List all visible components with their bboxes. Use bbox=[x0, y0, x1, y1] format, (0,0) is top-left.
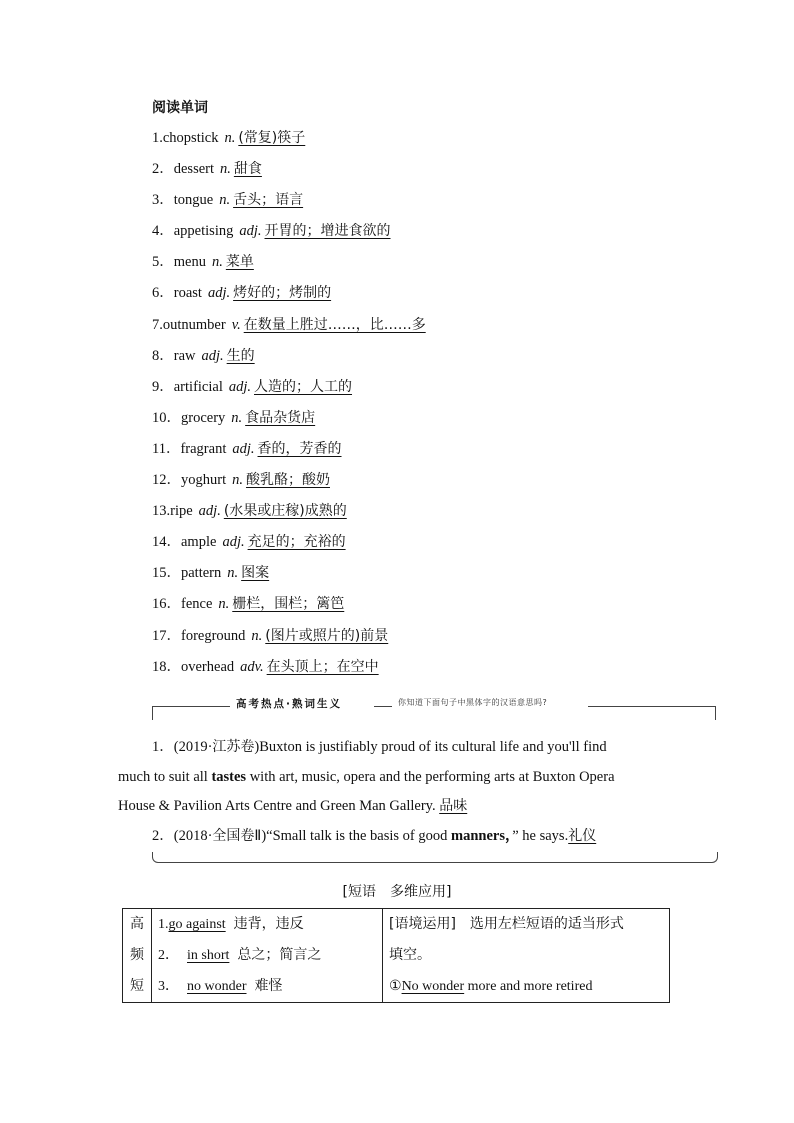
vocab-num: 8． bbox=[152, 347, 174, 364]
vocab-pos: n. bbox=[219, 192, 231, 209]
vocab-pos: n. bbox=[218, 596, 230, 613]
vocab-num: 9． bbox=[152, 378, 174, 395]
vocab-pos: adv. bbox=[240, 658, 264, 675]
vocab-word: ripe bbox=[170, 503, 193, 520]
vocab-item bbox=[152, 496, 712, 527]
vocab-item bbox=[152, 123, 712, 154]
question-1-line-2: much to suit all tastes with art, music, opera and the performing arts at Buxton Opera bbox=[118, 768, 615, 785]
vocab-pos: n. bbox=[220, 161, 231, 178]
hot-topic-banner bbox=[152, 689, 716, 723]
vocab-list bbox=[152, 123, 712, 683]
vocab-word: outnumber bbox=[162, 316, 226, 333]
vocab-item bbox=[152, 310, 712, 341]
vocab-word: pattern bbox=[181, 565, 222, 582]
vocab-pos: n. bbox=[211, 254, 223, 271]
vocab-num: 15． bbox=[152, 565, 181, 582]
vocab-word: yoghurt bbox=[181, 472, 227, 489]
vocab-pos: v. bbox=[231, 316, 241, 333]
vocab-num: 10． bbox=[152, 409, 181, 426]
question-1-answer: 品味 bbox=[439, 798, 468, 814]
vocab-word: tongue bbox=[173, 192, 214, 209]
vocab-item bbox=[152, 154, 712, 185]
question-1-line-3: House & Pavilion Arts Centre and Green Man Gallery. 品味 bbox=[118, 798, 468, 814]
vocab-pos: n. bbox=[231, 409, 243, 426]
phrase-table-label: 高 频 短 bbox=[123, 909, 152, 1003]
vocab-num: 3． bbox=[152, 192, 174, 209]
phrase-item: 1.go against 违背，违反 bbox=[158, 916, 304, 932]
vocab-word: roast bbox=[173, 285, 202, 302]
vocab-word: chopstick bbox=[162, 130, 219, 146]
vocab-item bbox=[152, 216, 712, 247]
vocab-meaning: (常复)筷子 bbox=[238, 130, 306, 146]
context-answer: No wonder bbox=[401, 979, 465, 994]
vocab-item bbox=[152, 652, 712, 683]
vocab-item bbox=[152, 558, 712, 589]
vocab-word: menu bbox=[173, 254, 206, 271]
vocab-item bbox=[152, 403, 712, 434]
vocab-item bbox=[152, 372, 712, 403]
vocab-meaning: 食品杂货店 bbox=[245, 409, 316, 426]
vocab-meaning: 菜单 bbox=[225, 254, 254, 271]
vocab-meaning: 烤好的；烤制的 bbox=[233, 285, 332, 302]
vocab-num: 6． bbox=[152, 285, 174, 302]
vocab-pos: adj. bbox=[201, 347, 224, 364]
question-2: 2．(2018·全国卷Ⅱ)“Small talk is the basis of good manners，” he says.礼仪 bbox=[152, 827, 597, 844]
question-2-answer: 礼仪 bbox=[568, 827, 597, 844]
banner-subtitle: 你知道下面句子中黑体字的汉语意思吗? bbox=[398, 698, 548, 707]
vocab-pos: n. bbox=[232, 472, 243, 489]
vocab-meaning: 在数量上胜过……，比……多 bbox=[243, 316, 426, 333]
vocab-word: artificial bbox=[173, 378, 223, 395]
vocab-num: 12． bbox=[152, 472, 181, 489]
vocab-pos: n. bbox=[227, 565, 239, 582]
vocab-item bbox=[152, 278, 712, 309]
phrase-item: 2． in short 总之；简言之 bbox=[158, 947, 322, 963]
vocab-word: fence bbox=[181, 596, 213, 613]
vocab-pos: adj. bbox=[198, 503, 221, 520]
vocab-num: 11． bbox=[152, 440, 181, 457]
vocab-item bbox=[152, 465, 712, 496]
vocab-word: foreground bbox=[181, 627, 246, 644]
vocab-meaning: 甜食 bbox=[233, 161, 262, 178]
context-item: ①No wonder more and more retired bbox=[389, 979, 593, 994]
vocab-num: 1. bbox=[152, 130, 163, 146]
vocab-word: dessert bbox=[173, 161, 215, 178]
vocab-meaning: (图片或照片的)前景 bbox=[265, 627, 389, 644]
vocab-pos: adj. bbox=[207, 285, 231, 302]
vocab-item bbox=[152, 621, 712, 652]
vocab-word: fragrant bbox=[180, 440, 227, 457]
vocab-meaning: 香的，芳香的 bbox=[257, 440, 342, 457]
vocab-word: ample bbox=[181, 534, 217, 551]
vocab-num: 5． bbox=[152, 254, 174, 271]
vocab-item bbox=[152, 589, 712, 620]
vocab-pos: n. bbox=[224, 130, 236, 146]
vocab-item bbox=[152, 341, 712, 372]
vocab-pos: adj. bbox=[228, 378, 252, 395]
vocab-meaning: 开胃的；增进食欲的 bbox=[264, 223, 391, 240]
vocab-num: 17． bbox=[152, 627, 181, 644]
banner-bottom-bracket bbox=[152, 852, 718, 863]
vocab-num: 18． bbox=[152, 658, 181, 675]
vocab-meaning: 图案 bbox=[241, 565, 270, 582]
vocab-meaning: (水果或庄稼)成熟的 bbox=[223, 503, 347, 520]
phrase-table bbox=[122, 908, 670, 1003]
vocab-meaning: 酸乳酪；酸奶 bbox=[245, 472, 330, 489]
banner-title: 高考热点·熟词生义 bbox=[236, 698, 342, 710]
vocab-item bbox=[152, 247, 712, 278]
vocab-word: grocery bbox=[181, 409, 226, 426]
hot-topic-questions bbox=[118, 733, 678, 851]
context-usage: [语境运用] 选用左栏短语的适当形式 填空。 ①No wonder more and more retired bbox=[383, 909, 670, 1003]
vocab-meaning: 人造的；人工的 bbox=[254, 378, 353, 395]
vocab-word: raw bbox=[173, 347, 196, 364]
vocab-num: 16． bbox=[152, 596, 181, 613]
vocab-item bbox=[152, 434, 712, 465]
phrase-item: 3． no wonder 难怪 bbox=[158, 978, 283, 994]
vocab-meaning: 栅栏，围栏；篱笆 bbox=[232, 596, 345, 613]
phrase-section-heading: [短语 多维应用] bbox=[342, 884, 452, 900]
vocab-item bbox=[152, 185, 712, 216]
vocab-num: 4． bbox=[152, 223, 174, 240]
vocab-word: appetising bbox=[173, 223, 234, 240]
section-title: 阅读单词 bbox=[152, 100, 208, 116]
vocab-meaning: 舌头；语言 bbox=[233, 192, 304, 209]
vocab-num: 13. bbox=[152, 503, 171, 520]
vocab-num: 7. bbox=[152, 316, 163, 333]
vocab-meaning: 在头顶上；在空中 bbox=[266, 658, 379, 675]
vocab-pos: n. bbox=[251, 627, 263, 644]
vocab-item bbox=[152, 527, 712, 558]
vocab-pos: adj. bbox=[232, 440, 255, 457]
vocab-meaning: 生的 bbox=[226, 347, 255, 364]
question-1-line-1: 1．(2019·江苏卷)Buxton is justifiably proud of its cultural life and you'll find bbox=[152, 739, 607, 755]
vocab-num: 14． bbox=[152, 534, 181, 551]
vocab-word: overhead bbox=[181, 658, 235, 675]
vocab-pos: adj. bbox=[239, 223, 262, 240]
context-label: [语境运用] bbox=[389, 916, 456, 932]
phrase-list bbox=[152, 909, 383, 1003]
vocab-pos: adj. bbox=[222, 534, 245, 551]
vocab-meaning: 充足的；充裕的 bbox=[247, 534, 346, 551]
vocab-num: 2． bbox=[152, 161, 174, 178]
